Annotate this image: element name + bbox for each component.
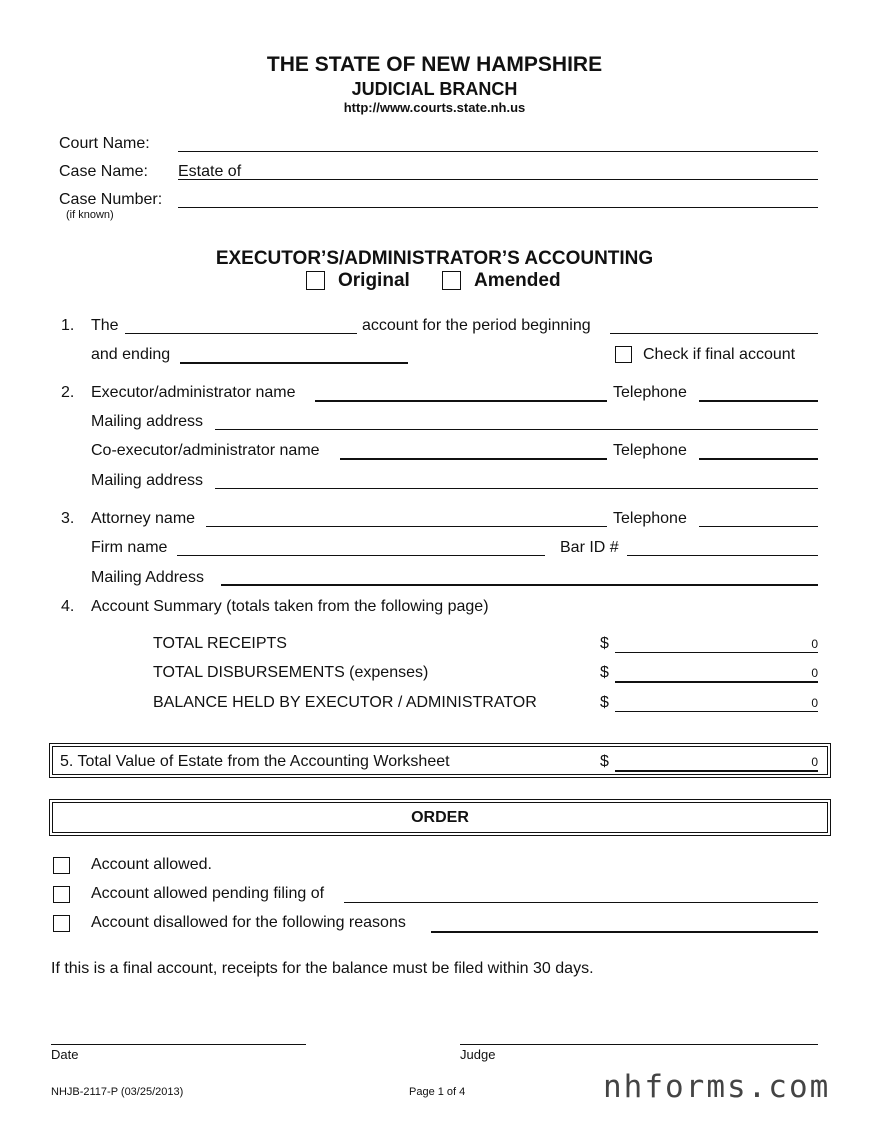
final-account-checkbox[interactable] — [615, 346, 632, 363]
case-name-label: Case Name: — [59, 163, 148, 180]
bar-id-label: Bar ID # — [560, 539, 619, 556]
if-known-note: (if known) — [66, 209, 114, 221]
total-disbursements-value: 0 — [811, 666, 818, 680]
attorney-mailing-field[interactable] — [221, 584, 818, 586]
form-id: NHJB-2117-P (03/25/2013) — [51, 1086, 184, 1098]
estate-value-label: 5. Total Value of Estate from the Accounting Worksheet — [60, 753, 450, 770]
coexecutor-telephone-field[interactable] — [699, 458, 818, 460]
executor-mailing-label: Mailing address — [91, 413, 204, 430]
period-ending-field[interactable] — [180, 362, 408, 364]
total-receipts-field[interactable] — [615, 652, 818, 653]
total-receipts-label: TOTAL RECEIPTS — [153, 635, 287, 652]
case-number-field[interactable] — [178, 207, 818, 208]
and-ending-label: and ending — [91, 346, 171, 363]
pending-filing-field[interactable] — [344, 902, 818, 903]
coexecutor-mailing-label: Mailing address — [91, 472, 204, 489]
judge-label: Judge — [460, 1047, 496, 1062]
balance-held-value: 0 — [811, 696, 818, 710]
estate-value-field[interactable] — [615, 770, 818, 772]
balance-held-currency: $ — [600, 694, 609, 711]
executor-telephone-label: Telephone — [613, 384, 687, 401]
period-beginning-field[interactable] — [610, 333, 818, 334]
date-field[interactable] — [51, 1044, 306, 1045]
total-disbursements-label: TOTAL DISBURSEMENTS (expenses) — [153, 664, 429, 681]
section2-number: 2. — [61, 384, 75, 401]
final-account-note: If this is a final account, receipts for the balance must be filed within 30 days. — [51, 960, 594, 977]
account-allowed-checkbox[interactable] — [53, 857, 70, 874]
period-beginning-label: account for the period beginning — [362, 317, 591, 334]
balance-held-label: BALANCE HELD BY EXECUTOR / ADMINISTRATOR — [153, 694, 537, 711]
section3-number: 3. — [61, 510, 75, 527]
nhforms-watermark: nhforms.com — [603, 1069, 831, 1105]
executor-mailing-field[interactable] — [215, 429, 818, 430]
order-heading: ORDER — [411, 809, 469, 826]
court-name-field[interactable] — [178, 151, 818, 152]
account-disallowed-label: Account disallowed for the following reasons — [91, 914, 406, 931]
case-number-label: Case Number: — [59, 191, 163, 208]
attorney-telephone-field[interactable] — [699, 526, 818, 527]
balance-held-field[interactable] — [615, 711, 818, 712]
firm-name-label: Firm name — [91, 539, 168, 556]
disallowed-reasons-field[interactable] — [431, 931, 818, 933]
attorney-mailing-label: Mailing Address — [91, 569, 204, 586]
page-number: Page 1 of 4 — [409, 1086, 466, 1098]
account-allowed-label: Account allowed. — [91, 856, 212, 873]
form-title: EXECUTOR’S/ADMINISTRATOR’S ACCOUNTING — [215, 248, 654, 269]
attorney-name-field[interactable] — [206, 526, 607, 527]
coexecutor-name-field[interactable] — [340, 458, 607, 460]
executor-name-label: Executor/administrator name — [91, 384, 296, 401]
executor-telephone-field[interactable] — [699, 400, 818, 402]
total-receipts-currency: $ — [600, 635, 609, 652]
account-type-field[interactable] — [125, 333, 357, 334]
total-disbursements-currency: $ — [600, 664, 609, 681]
account-pending-label: Account allowed pending filing of — [91, 885, 325, 902]
original-label: Original — [338, 270, 410, 291]
section1-the: The — [91, 317, 119, 334]
case-name-prefix: Estate of — [178, 163, 242, 180]
original-checkbox[interactable] — [306, 271, 325, 290]
attorney-name-label: Attorney name — [91, 510, 196, 527]
branch-heading: JUDICIAL BRANCH — [351, 79, 518, 99]
state-heading: THE STATE OF NEW HAMPSHIRE — [266, 53, 603, 76]
coexecutor-mailing-field[interactable] — [215, 488, 818, 489]
account-pending-checkbox[interactable] — [53, 886, 70, 903]
firm-name-field[interactable] — [177, 555, 545, 556]
account-summary-heading: Account Summary (totals taken from the following page) — [91, 598, 489, 615]
amended-label: Amended — [474, 270, 561, 291]
amended-checkbox[interactable] — [442, 271, 461, 290]
coexecutor-telephone-label: Telephone — [613, 442, 687, 459]
bar-id-field[interactable] — [627, 555, 818, 556]
estate-value-value: 0 — [811, 755, 818, 769]
court-url: http://www.courts.state.nh.us — [343, 100, 526, 115]
final-account-label: Check if final account — [643, 346, 796, 363]
judge-signature-field[interactable] — [460, 1044, 818, 1045]
section1-number: 1. — [61, 317, 75, 334]
court-name-label: Court Name: — [59, 135, 150, 152]
coexecutor-name-label: Co-executor/administrator name — [91, 442, 320, 459]
case-name-field[interactable] — [178, 179, 818, 180]
estate-value-currency: $ — [600, 753, 609, 770]
section4-number: 4. — [61, 598, 75, 615]
total-receipts-value: 0 — [811, 637, 818, 651]
total-disbursements-field[interactable] — [615, 681, 818, 683]
date-label: Date — [51, 1047, 79, 1062]
attorney-telephone-label: Telephone — [613, 510, 687, 527]
account-disallowed-checkbox[interactable] — [53, 915, 70, 932]
executor-name-field[interactable] — [315, 400, 607, 402]
